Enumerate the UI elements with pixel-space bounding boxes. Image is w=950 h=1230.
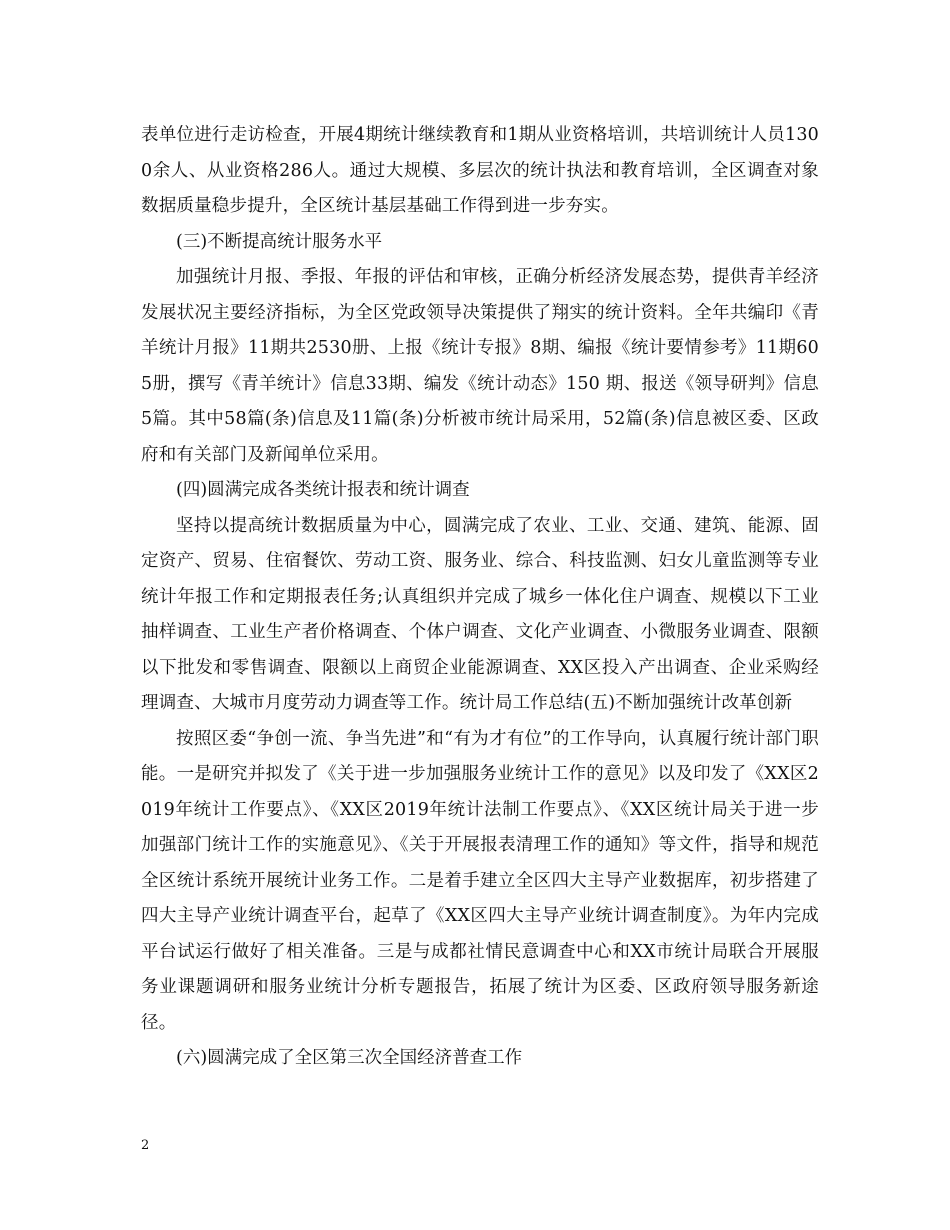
section-heading-6: (六)圆满完成了全区第三次全国经济普查工作 <box>176 1048 523 1068</box>
page-number: 2 <box>141 1138 150 1153</box>
paragraph-statistical-reports: 坚持以提高统计数据质量为中心，圆满完成了农业、工业、交通、建筑、能源、固定资产、贸易、住宿餐饮、劳动工资、服务业、综合、科技监测、妇女儿童监测等专业统计年报工作和定期报表任务;认真组织并完成了城乡一体化住户调查、规模以下工业抽样调查、工业生产者价格调查、个体户调查、文化产业调查、小微服务业调查、限额以下批发和零售调查、限额以上商贸企业能源调查、XX区投入产出调查、企业采购经理调查、大城市月度劳动力调查等工作。统计局工作总结(五)不断加强统计改革创新 <box>141 515 819 713</box>
paragraph-reform-innovation: 按照区委“争创一流、争当先进”和“有为才有位”的工作导向，认真履行统计部门职能。一是研究并拟发了《关于进一步加强服务业统计工作的意见》以及印发了《XX区2019年统计工作要点》、《XX区2019年统计法制工作要点》、《XX区统计局关于进一步加强部门统计工作的实施意见》、《关于开展报表清理工作的通知》等文件，指导和规范全区统计系统开展统计业务工作。二是着手建立全区四大主导产业数据库，初步搭建了四大主导产业统计调查平台，起草了《XX区四大主导产业统计调查制度》。为年内完成平台试运行做好了相关准备。三是与成都社情民意调查中心和XX市统计局联合开展服务业课题调研和服务业统计分析专题报告，拓展了统计为区委、区政府领导服务新途径。 <box>141 728 819 1033</box>
paragraph-statistical-service: 加强统计月报、季报、年报的评估和审核，正确分析经济发展态势，提供青羊经济发展状况主要经济指标，为全区党政领导决策提供了翔实的统计资料。全年共编印《青羊统计月报》11期共2530册、上报《统计专报》8期、编报《统计要情参考》11期605册，撰写《青羊统计》信息33期、编发《统计动态》150 期、报送《领导研判》信息5篇。其中58篇(条)信息及11篇(条)分析被市统计局采用，52篇(条)信息被区委、区政府和有关部门及新闻单位采用。 <box>141 267 819 465</box>
section-heading-3: (三)不断提高统计服务水平 <box>176 231 383 252</box>
document-body <box>141 118 819 1077</box>
paragraph-training-summary: 表单位进行走访检查，开展4期统计继续教育和1期从业资格培训，共培训统计人员1300余人、从业资格286人。通过大规模、多层次的统计执法和教育培训，全区调查对象数据质量稳步提升，全区统计基层基础工作得到进一步夯实。 <box>141 125 819 216</box>
section-heading-4: (四)圆满完成各类统计报表和统计调查 <box>176 480 470 500</box>
